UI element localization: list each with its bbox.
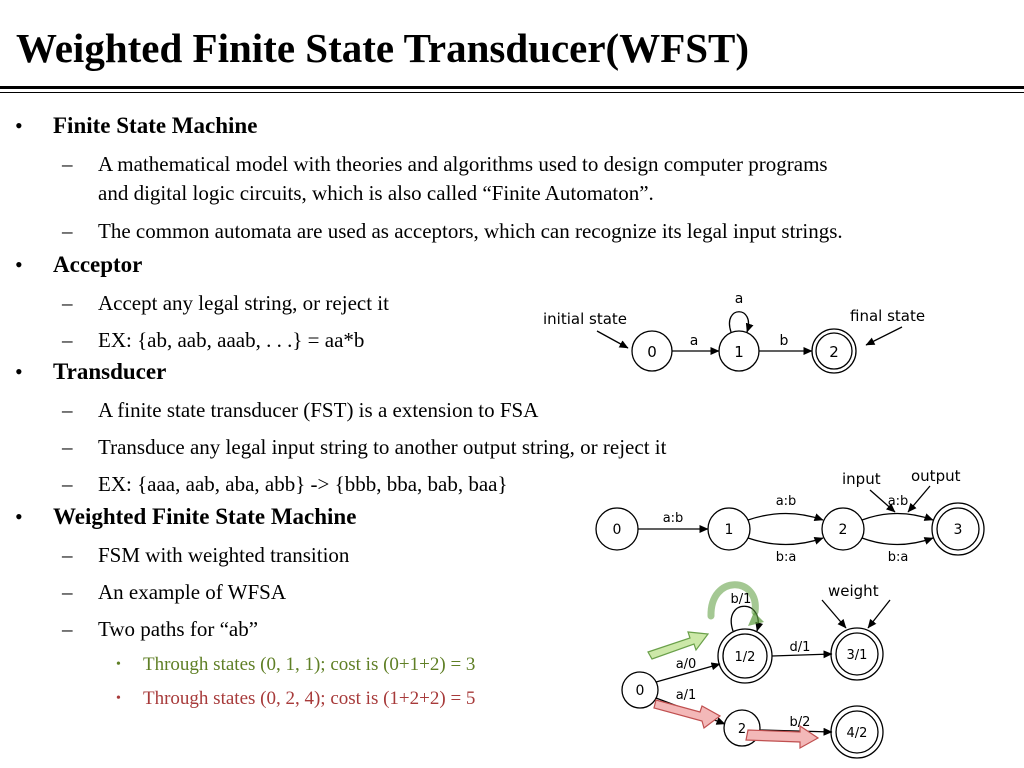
input-label: input	[842, 470, 881, 488]
edge-label: a:b	[662, 511, 684, 526]
state-label: 3/1	[846, 648, 868, 663]
weight-label: weight	[828, 582, 879, 600]
fsm-item-1: A mathematical model with theories and algorithms used to design computer programs	[98, 152, 828, 176]
transducer-item-3: EX: {aaa, aab, aba, abb} -> {bbb, bba, bab, baa}	[98, 472, 508, 496]
edge-label: a:b	[775, 494, 797, 509]
state-label: 0	[612, 522, 622, 538]
heading-fsm: Finite State Machine	[53, 113, 258, 138]
edge-2-3-bottom	[862, 538, 933, 545]
state-label: 2	[737, 722, 747, 737]
edge-1-2-bottom	[748, 538, 823, 545]
state-label: 2	[829, 343, 839, 361]
dash: –	[62, 543, 73, 567]
wfsm-item-3: Two paths for “ab”	[98, 617, 259, 641]
state-label: 0	[635, 683, 645, 699]
state-label: 4/2	[846, 726, 868, 741]
dash: –	[62, 152, 73, 176]
acceptor-item-2: EX: {ab, aab, aaab, . . .} = aa*b	[98, 328, 365, 352]
dash: –	[62, 398, 73, 422]
edge-2-3-top	[862, 514, 933, 521]
state-label: 2	[838, 522, 848, 538]
dash: –	[62, 435, 73, 459]
weight-pointer-1	[822, 600, 846, 628]
transducer-labels	[613, 467, 963, 565]
edge-1-2-top	[748, 514, 823, 521]
heading-acceptor: Acceptor	[53, 252, 143, 277]
acceptor-labels	[543, 291, 925, 361]
path-green-text: Through states (0, 1, 1); cost is (0+1+2) = 3	[143, 654, 476, 675]
red-path-arrow	[654, 700, 720, 728]
edge-1-self	[729, 312, 748, 332]
heading-wfsm: Weighted Finite State Machine	[53, 504, 357, 529]
state-label: 1/2	[734, 650, 756, 665]
edge-label: a	[689, 333, 699, 349]
acceptor-item-1: Accept any legal string, or reject it	[98, 291, 389, 315]
edge-label: b	[779, 333, 789, 349]
wfsm-item-2: An example of WFSA	[98, 580, 287, 604]
edge-label: a/1	[675, 688, 697, 703]
dash: –	[62, 291, 73, 315]
heading-transducer: Transducer	[53, 359, 167, 384]
bullet: •	[116, 657, 121, 672]
wfsm-item-1: FSM with weighted transition	[98, 543, 350, 567]
green-path-arrow	[648, 632, 708, 659]
edge-label: b:a	[887, 550, 909, 565]
edge-label: b:a	[775, 550, 797, 565]
edge-label: a:b	[887, 494, 909, 509]
state-label: 0	[647, 343, 657, 361]
initial-state-label: initial state	[543, 310, 628, 328]
dash: –	[62, 617, 73, 641]
fsm-item-1-cont: and digital logic circuits, which is also called “Finite Automaton”.	[98, 181, 654, 205]
slide-title: Weighted Finite State Transducer(WFST)	[16, 25, 750, 71]
bullet: •	[15, 359, 23, 384]
edge-label: b/1	[730, 592, 752, 607]
transducer-item-1: A finite state transducer (FST) is a extension to FSA	[98, 398, 539, 422]
dash: –	[62, 472, 73, 496]
dash: –	[62, 219, 73, 243]
state-label: 1	[734, 343, 744, 361]
edge-label: a/0	[675, 657, 697, 672]
bullet: •	[15, 113, 23, 138]
output-label: output	[911, 467, 961, 485]
dash: –	[62, 580, 73, 604]
dash: –	[62, 328, 73, 352]
final-pointer	[866, 327, 902, 345]
green-loop-head	[748, 612, 764, 626]
bullet: •	[15, 504, 23, 529]
weight-pointer-2	[868, 600, 890, 628]
initial-pointer	[597, 331, 628, 348]
path-red-text: Through states (0, 2, 4); cost is (1+2+2) = 5	[143, 688, 476, 709]
edge-label: b/2	[789, 715, 811, 730]
transducer-item-2: Transduce any legal input string to another output string, or reject it	[98, 435, 667, 459]
fsm-item-2: The common automata are used as acceptors, which can recognize its legal input strings.	[98, 219, 843, 243]
bullet: •	[15, 252, 23, 277]
output-pointer	[908, 486, 930, 512]
state-label: 3	[953, 522, 963, 538]
edge-label: a	[734, 291, 744, 307]
final-state-label: final state	[850, 307, 926, 325]
state-label: 1	[724, 522, 734, 538]
bullet: •	[116, 691, 121, 706]
edge-label: d/1	[789, 640, 811, 655]
